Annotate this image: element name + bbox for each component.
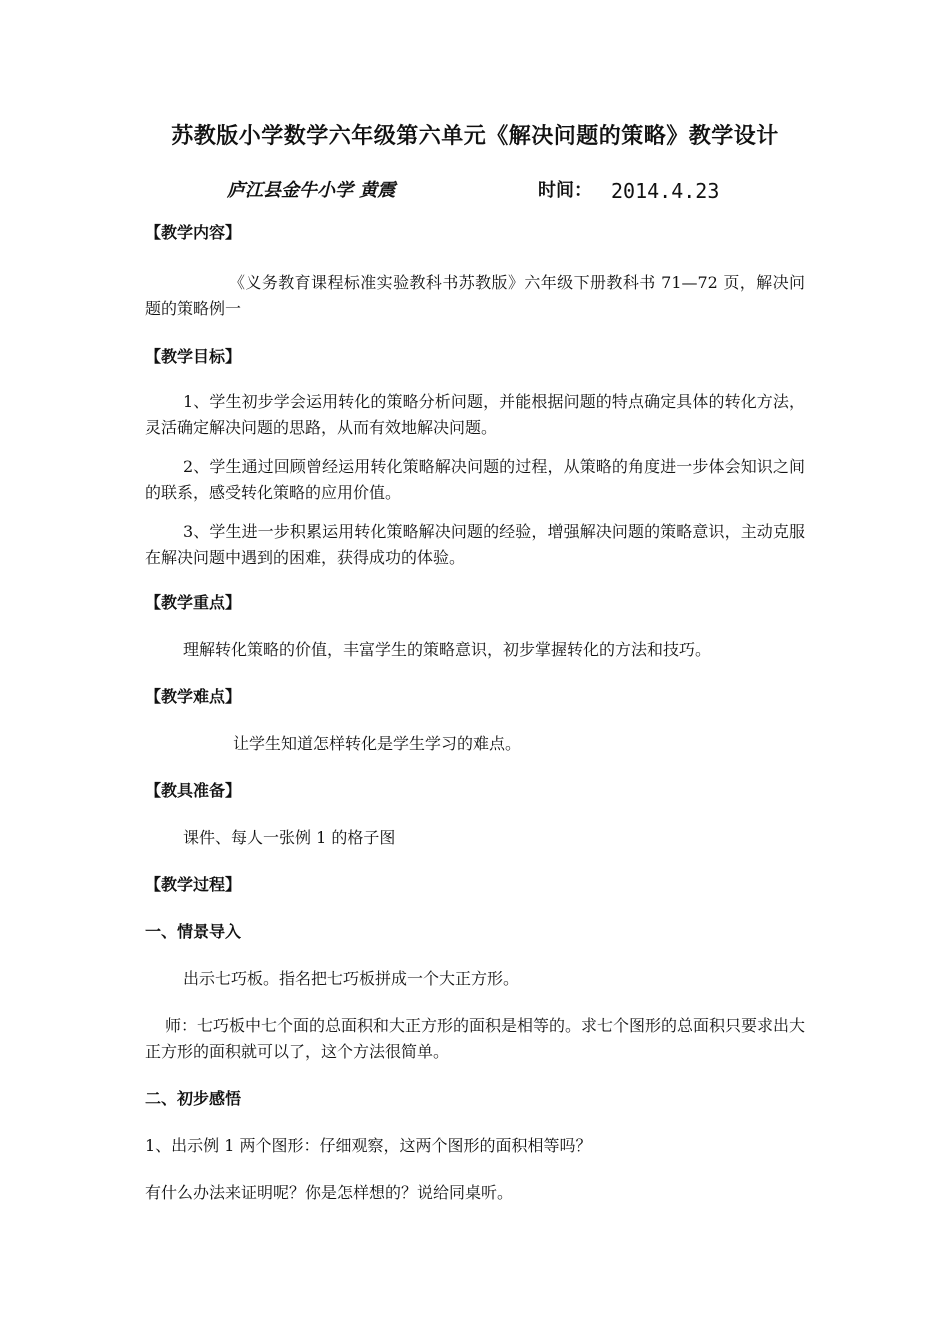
heading-goals: 【教学目标】 (145, 347, 242, 366)
heading-difficulties: 【教学难点】 (145, 687, 242, 706)
heading-part1: 一、情景导入 (145, 922, 242, 941)
byline (145, 176, 805, 206)
heading-part2: 二、初步感悟 (145, 1089, 242, 1108)
part1-paragraph-1: 出示七巧板。指名把七巧板拼成一个大正方形。 (183, 969, 520, 988)
heading-key-points: 【教学重点】 (145, 593, 242, 612)
part1-paragraph-2: 师：七巧板中七个面的总面积和大正方形的面积是相等的。求七个图形的总面积只要求出大正方形的面积就可以了，这个方法很简单。 (145, 1016, 806, 1061)
content-text: 《义务教育课程标准实验教科书苏教版》六年级下册教科书 71—72 页，解决问题的策略例一 (145, 273, 805, 318)
part2-paragraph-2: 有什么办法来证明呢？你是怎样想的？说给同桌听。 (145, 1183, 514, 1202)
goal-item-2: 2、学生通过回顾曾经运用转化策略解决问题的过程，从策略的角度进一步体会知识之间的联系，感受转化策略的应用价值。 (145, 457, 805, 502)
author-line: 庐江县金牛小学 黄震 (227, 180, 396, 201)
time-label: 时间： (538, 180, 592, 201)
goal-item-3: 3、学生进一步积累运用转化策略解决问题的经验，增强解决问题的策略意识，主动克服在解决问题中遇到的困难，获得成功的体验。 (145, 522, 805, 567)
materials-text: 课件、每人一张例 1 的格子图 (183, 828, 396, 847)
part2-paragraph-1: 1、出示例 1 两个图形：仔细观察，这两个图形的面积相等吗？ (145, 1136, 592, 1155)
goal-item-1: 1、学生初步学会运用转化的策略分析问题，并能根据问题的特点确定具体的转化方法，灵活确定解决问题的思路，从而有效地解决问题。 (145, 392, 805, 437)
difficulties-text: 让学生知道怎样转化是学生学习的难点。 (233, 734, 522, 753)
heading-content: 【教学内容】 (145, 223, 242, 242)
key-points-text: 理解转化策略的价值，丰富学生的策略意识，初步掌握转化的方法和技巧。 (183, 640, 712, 659)
time-value: 2014.4.23 (611, 179, 720, 203)
document-title: 苏教版小学数学六年级第六单元《解决问题的策略》教学设计 (171, 124, 779, 149)
heading-process: 【教学过程】 (145, 875, 242, 894)
document-page (145, 120, 805, 1206)
heading-materials: 【教具准备】 (145, 781, 242, 800)
